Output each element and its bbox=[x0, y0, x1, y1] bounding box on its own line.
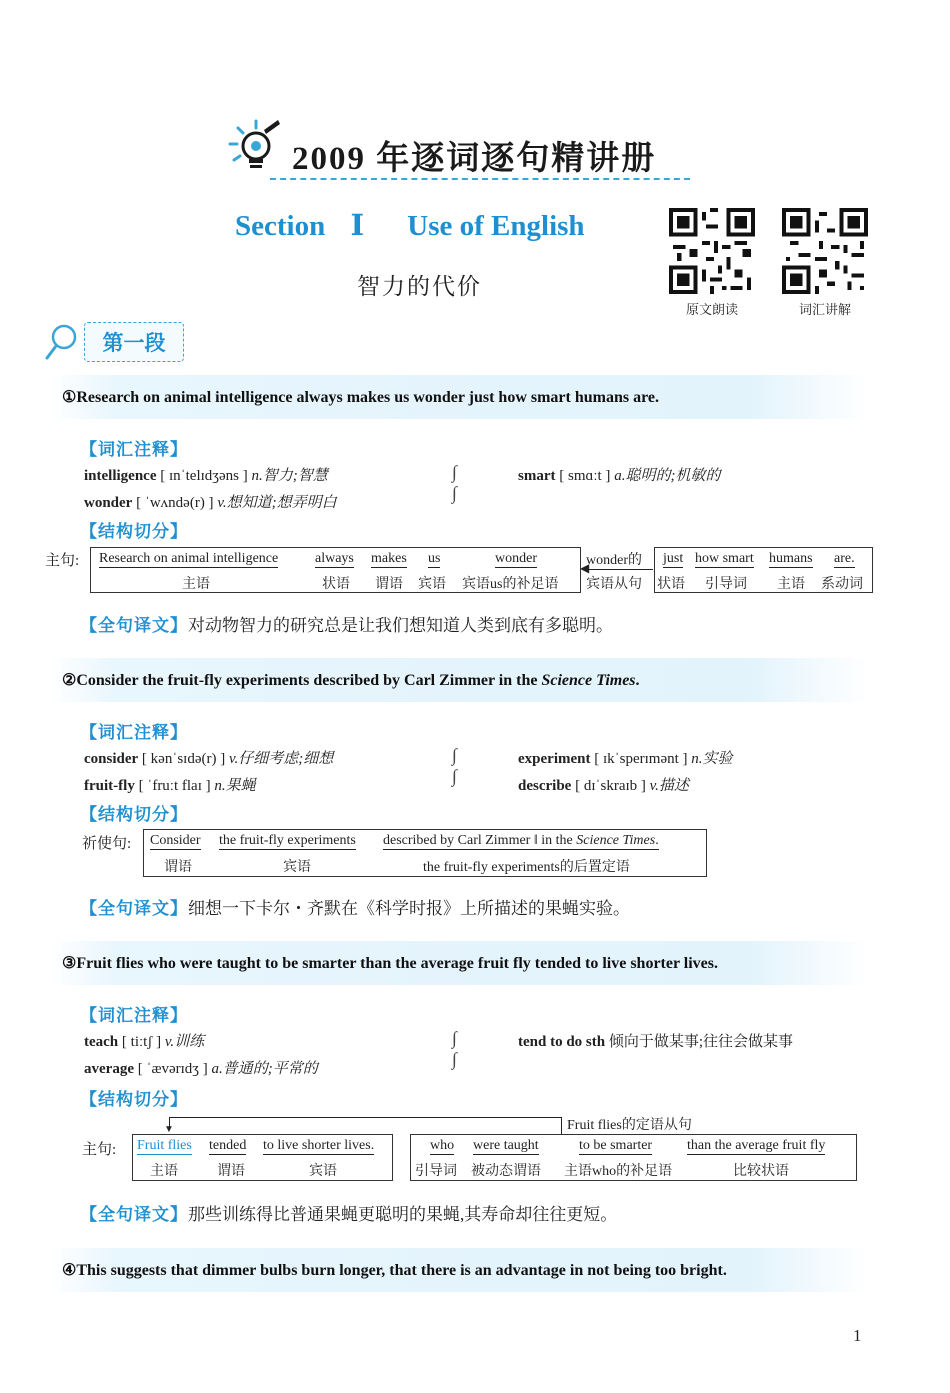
section-heading bbox=[235, 208, 585, 243]
vocab-entry bbox=[518, 747, 733, 768]
vocab-phonetic: [ ˈævərɪdʒ ] bbox=[137, 1061, 208, 1077]
vocab-definition: n.智力;智慧 bbox=[251, 468, 328, 484]
vocab-phonetic: [ ɪnˈtelɪdʒəns ] bbox=[160, 468, 248, 484]
vocab-definition: a.聪明的;机敏的 bbox=[614, 468, 721, 484]
vocab-word: teach bbox=[84, 1034, 119, 1050]
sentence-text: Fruit flies who were taught to be smarter than the average fruit fly tended to live shorter lives. bbox=[76, 955, 719, 972]
vocab-entry bbox=[84, 1057, 318, 1078]
section-label: Section bbox=[235, 210, 326, 242]
qr-caption-reading: 原文朗读 bbox=[685, 302, 738, 317]
vocab-entry bbox=[84, 491, 337, 512]
translation-text: 细想一下卡尔・齐默在《科学时报》上所描述的果蝇实验。 bbox=[188, 899, 630, 918]
vocab-definition: 倾向于做某事;往往会做某事 bbox=[608, 1034, 794, 1050]
qr-code-reading-icon[interactable] bbox=[669, 208, 755, 294]
translation-line bbox=[80, 894, 630, 919]
clause-label: Fruit flies的定语从句 bbox=[567, 1118, 692, 1133]
title-divider bbox=[270, 178, 690, 180]
structure-lead: 主句: bbox=[82, 1142, 117, 1158]
role: 宾语 bbox=[309, 1164, 337, 1179]
sentence-2 bbox=[62, 670, 640, 690]
vocab-definition: a.普通的;平常的 bbox=[211, 1061, 318, 1077]
vocab-entry bbox=[84, 774, 256, 795]
phrase: described by Carl Zimmer ‖ in the Science Times. bbox=[383, 833, 659, 848]
sentence-number: ④ bbox=[62, 1262, 77, 1279]
vocab-word: describe bbox=[518, 778, 572, 794]
role: 谓语 bbox=[164, 860, 192, 875]
structure-label: 【结构切分】 bbox=[80, 1090, 188, 1109]
structure-label: 【结构切分】 bbox=[80, 805, 188, 824]
sentence-number: ③ bbox=[62, 955, 77, 972]
sentence-1 bbox=[62, 387, 659, 407]
role: 谓语 bbox=[217, 1164, 245, 1179]
role: 引导词 bbox=[415, 1164, 457, 1179]
role: 状语 bbox=[322, 577, 350, 592]
phrase: how smart bbox=[695, 551, 754, 566]
sentence-text-end: . bbox=[635, 672, 640, 689]
phrase: wonder bbox=[495, 551, 537, 566]
role: 被动态谓语 bbox=[471, 1164, 541, 1179]
vocab-phonetic: [ kənˈsɪdə(r) ] bbox=[141, 751, 226, 767]
vocab-entry bbox=[84, 1030, 204, 1051]
vocab-phonetic: [ ˈfruːt flaɪ ] bbox=[138, 778, 211, 794]
sentence-4 bbox=[62, 1260, 727, 1280]
role: 引导词 bbox=[705, 577, 747, 592]
phrase: wonder的 bbox=[586, 553, 642, 568]
translation-line bbox=[80, 611, 613, 636]
vocab-entry bbox=[518, 774, 689, 795]
vocab-entry bbox=[518, 464, 720, 485]
phrase: to live shorter lives. bbox=[263, 1138, 375, 1153]
vocab-word: smart bbox=[518, 468, 556, 484]
page-number: 1 bbox=[853, 1326, 862, 1345]
role: 宾语从句 bbox=[586, 577, 642, 592]
sentence-text-italic: Science Times bbox=[541, 672, 636, 689]
vocab-word: fruit-fly bbox=[84, 778, 135, 794]
section-numeral: Ⅰ bbox=[350, 210, 365, 242]
translation-text: 那些训练得比普通果蝇更聪明的果蝇,其寿命却往往更短。 bbox=[188, 1205, 618, 1224]
vocab-definition: v.仔细考虑;细想 bbox=[228, 751, 334, 767]
vocab-definition: n.果蝇 bbox=[214, 778, 256, 794]
structure-lead: 祈使句: bbox=[82, 836, 132, 852]
translation-text: 对动物智力的研究总是让我们想知道人类到底有多聪明。 bbox=[188, 616, 613, 635]
book-title: 2009 年逐词逐句精讲册 bbox=[292, 141, 657, 177]
magnifier-icon bbox=[44, 322, 80, 362]
sentence-text: This suggests that dimmer bulbs burn longer, that there is an advantage in not being too bright. bbox=[76, 1262, 727, 1279]
arrow-icon: ◀ bbox=[580, 561, 590, 575]
phrase: who bbox=[430, 1138, 455, 1153]
phrase: makes bbox=[371, 551, 407, 566]
vocab-phonetic: [ smɑːt ] bbox=[559, 468, 611, 484]
phrase: the fruit-fly experiments bbox=[219, 833, 356, 848]
clause-bracket-line bbox=[561, 1117, 562, 1134]
phrase: are. bbox=[834, 551, 855, 566]
vocab-phonetic: [ ˈwʌndə(r) ] bbox=[136, 495, 214, 511]
vocab-word: experiment bbox=[518, 751, 591, 767]
vocab-phonetic: [ ɪkˈsperɪmənt ] bbox=[594, 751, 688, 767]
section-name: Use of English bbox=[407, 210, 585, 242]
column-separator-icon: ∫ ∫ bbox=[452, 462, 457, 503]
role: 状语 bbox=[657, 577, 685, 592]
vocab-entry bbox=[518, 1030, 793, 1051]
role: 主语 bbox=[182, 577, 210, 592]
vocab-phonetic: [ tiːtʃ ] bbox=[121, 1034, 162, 1050]
role: 宾语 bbox=[283, 860, 311, 875]
vocab-label: 【词汇注释】 bbox=[80, 1006, 188, 1025]
role: 主语who的补足语 bbox=[564, 1164, 673, 1179]
vocab-entry bbox=[84, 464, 328, 485]
vocab-definition: v.训练 bbox=[164, 1034, 205, 1050]
vocab-entry bbox=[84, 747, 333, 768]
vocab-definition: v.描述 bbox=[649, 778, 689, 794]
vocab-definition: v.想知道;想弄明白 bbox=[217, 495, 337, 511]
role: 谓语 bbox=[375, 577, 403, 592]
translation-label: 【全句译文】 bbox=[80, 899, 188, 918]
phrase: Research on animal intelligence bbox=[99, 551, 279, 566]
role: 主语 bbox=[777, 577, 805, 592]
vocab-word: wonder bbox=[84, 495, 133, 511]
passage-title: 智力的代价 bbox=[357, 274, 482, 299]
translation-line bbox=[80, 1200, 617, 1225]
column-separator-icon: ∫ ∫ bbox=[452, 1028, 457, 1069]
role: 主语 bbox=[150, 1164, 178, 1179]
vocab-label: 【词汇注释】 bbox=[80, 440, 188, 459]
translation-label: 【全句译文】 bbox=[80, 616, 188, 635]
arrow-line bbox=[583, 569, 653, 570]
vocab-word: tend to do sth bbox=[518, 1034, 606, 1050]
role: the fruit-fly experiments的后置定语 bbox=[423, 860, 630, 875]
sentence-3 bbox=[62, 953, 718, 973]
phrase: Fruit flies bbox=[137, 1138, 192, 1153]
role: 比较状语 bbox=[733, 1164, 789, 1179]
phrase: than the average fruit fly bbox=[687, 1138, 826, 1153]
vocab-word: average bbox=[84, 1061, 134, 1077]
arrow-down-icon: ▼ bbox=[164, 1124, 174, 1135]
phrase: to be smarter bbox=[579, 1138, 653, 1153]
vocab-phonetic: [ dɪˈskraɪb ] bbox=[575, 778, 646, 794]
clause-bracket-line bbox=[169, 1117, 561, 1118]
sentence-text: Consider the fruit-fly experiments described by Carl Zimmer in the bbox=[76, 672, 542, 689]
structure-label: 【结构切分】 bbox=[80, 522, 188, 541]
vocab-word: intelligence bbox=[84, 468, 157, 484]
vocab-word: consider bbox=[84, 751, 139, 767]
qr-caption-vocab: 词汇讲解 bbox=[798, 302, 851, 317]
sentence-number: ① bbox=[62, 389, 77, 406]
phrase: just bbox=[663, 551, 684, 566]
column-separator-icon: ∫ ∫ bbox=[452, 745, 457, 786]
vocab-label: 【词汇注释】 bbox=[80, 723, 188, 742]
phrase: us bbox=[428, 551, 441, 566]
role: 系动词 bbox=[821, 577, 863, 592]
phrase: always bbox=[315, 551, 354, 566]
vocab-definition: n.实验 bbox=[691, 751, 733, 767]
translation-label: 【全句译文】 bbox=[80, 1205, 188, 1224]
sentence-text: Research on animal intelligence always makes us wonder just how smart humans are. bbox=[76, 389, 660, 406]
qr-code-vocab-icon[interactable] bbox=[782, 208, 868, 294]
role: 宾语us的补足语 bbox=[462, 577, 559, 592]
phrase: tended bbox=[209, 1138, 247, 1153]
phrase: Consider bbox=[150, 833, 201, 848]
structure-lead: 主句: bbox=[45, 553, 80, 569]
role: 宾语 bbox=[418, 577, 446, 592]
lightbulb-gear-icon bbox=[226, 118, 286, 178]
phrase: humans bbox=[769, 551, 813, 566]
paragraph-badge: 第一段 bbox=[84, 322, 184, 362]
sentence-number: ② bbox=[62, 672, 77, 689]
phrase: were taught bbox=[473, 1138, 539, 1153]
